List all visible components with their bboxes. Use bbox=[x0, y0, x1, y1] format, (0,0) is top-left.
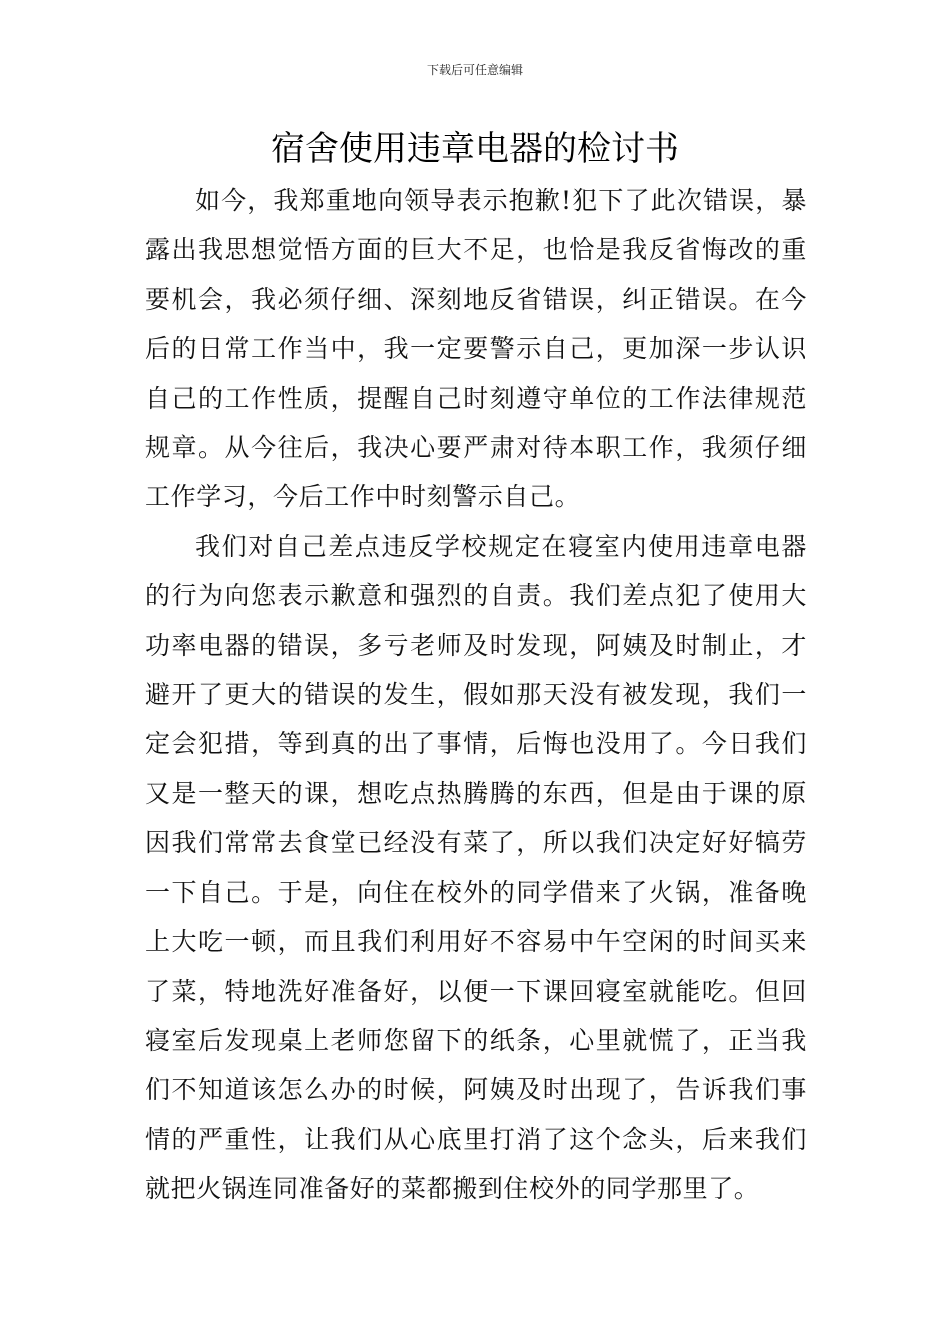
header-note: 下载后可任意编辑 bbox=[426, 63, 523, 77]
document-body bbox=[145, 176, 807, 1214]
paragraph-2: 我们对自己差点违反学校规定在寝室内使用违章电器的行为向您表示歉意和强烈的自责。我们差点犯了使用大功率电器的错误，多亏老师及时发现，阿姨及时制止，才避开了更大的错误的发生，假如那天没有被发现，我们一定会犯措，等到真的出了事情，后悔也没用了。今日我们又是一整天的课，想吃点热腾腾的东西，但是由于课的原因我们常常去食堂已经没有菜了，所以我们决定好好犒劳一下自己。于是，向住在校外的同学借来了火锅，准备晚上大吃一顿，而且我们利用好不容易中午空闲的时间买来了菜，特地洗好准备好，以便一下课回寝室就能吃。但回寝室后发现桌上老师您留下的纸条，心里就慌了，正当我们不知道该怎么办的时候，阿姨及时出现了，告诉我们事情的严重性，让我们从心底里打消了这个念头，后来我们就把火锅连同准备好的菜都搬到住校外的同学那里了。 bbox=[145, 531, 807, 1204]
paragraph-1: 如今，我郑重地向领导表示抱歉!犯下了此次错误，暴露出我思想觉悟方面的巨大不足，也恰是我反省悔改的重要机会，我必须仔细、深刻地反省错误，纠正错误。在今后的日常工作当中，我一定要警示自己，更加深一步认识自己的工作性质，提醒自己时刻遵守单位的工作法律规范规章。从今往后，我决心要严肃对待本职工作，我须仔细工作学习，今后工作中时刻警示自己。 bbox=[145, 186, 807, 512]
document-title: 宿舍使用违章电器的检讨书 bbox=[271, 129, 679, 169]
